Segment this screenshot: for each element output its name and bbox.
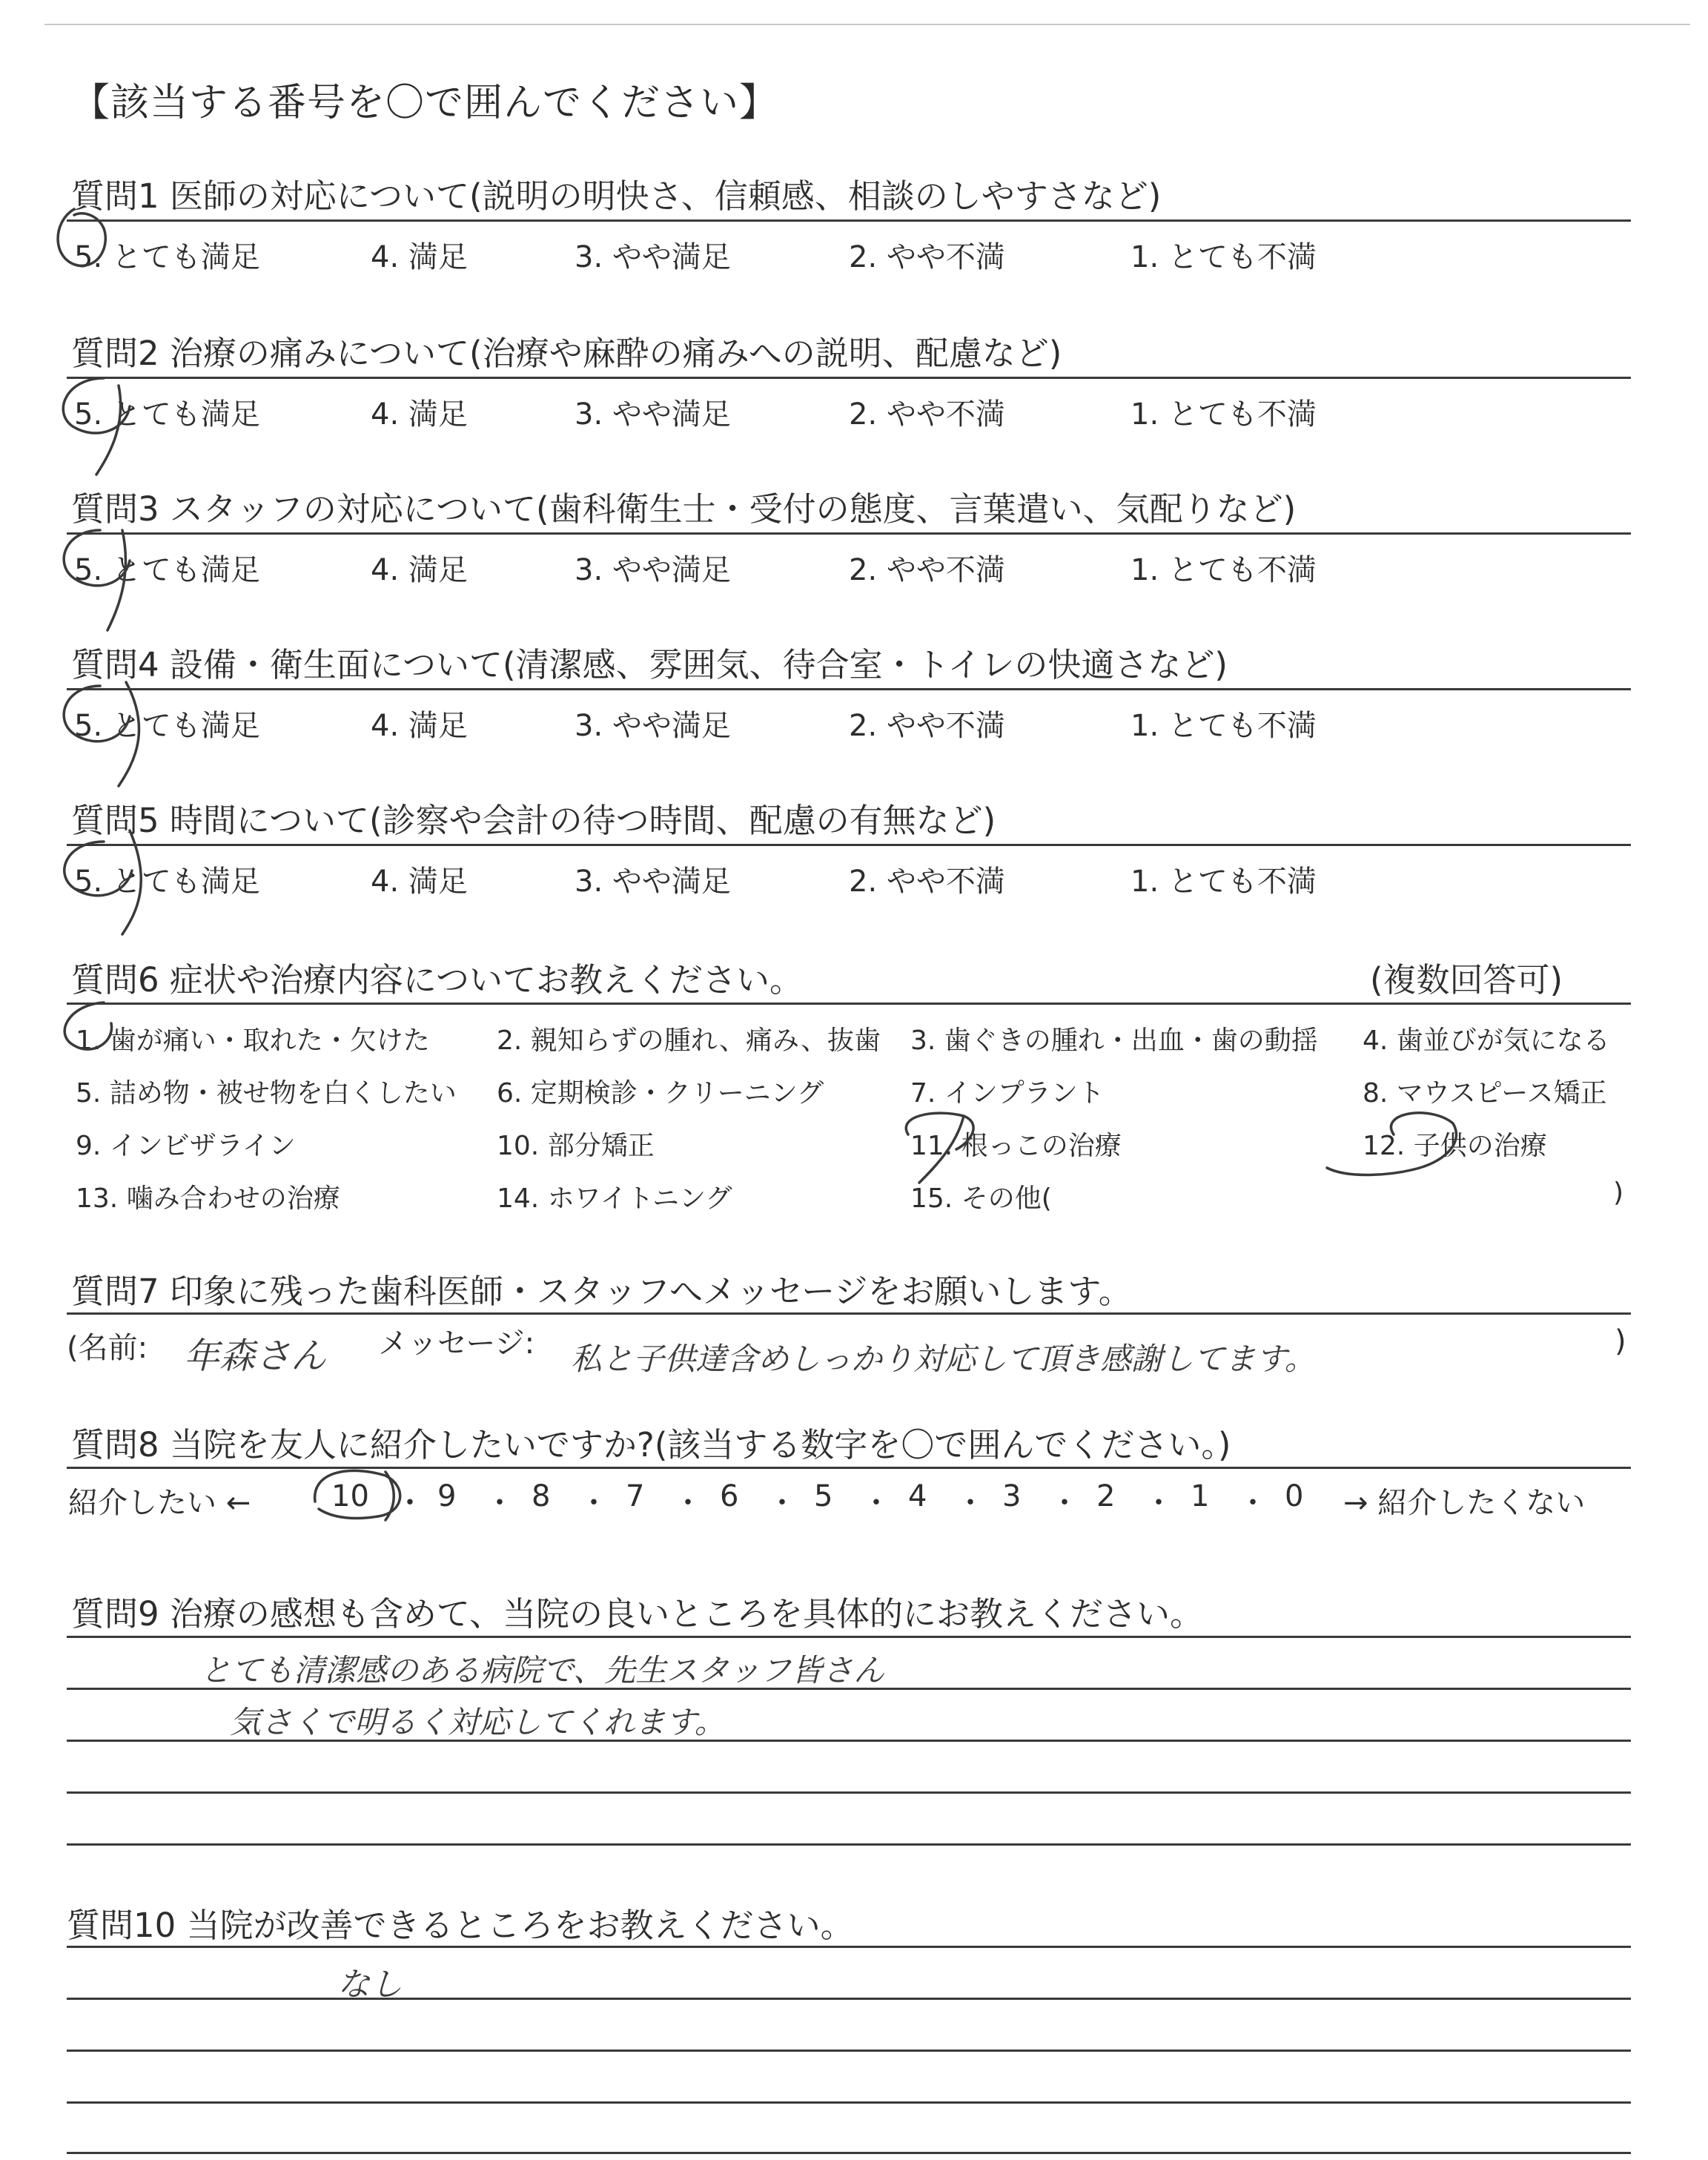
q7-close-paren: ): [1615, 1324, 1626, 1358]
q9-line-4: [67, 1791, 1631, 1794]
q8-sep: ・: [1238, 1486, 1268, 1520]
q8-score-0[interactable]: 0: [1285, 1479, 1304, 1513]
q1-option-3[interactable]: 3. やや満足: [575, 240, 731, 274]
q3-option-2[interactable]: 2. やや不満: [849, 553, 1005, 587]
q2-option-4[interactable]: 4. 満足: [371, 397, 468, 432]
q1-option-5[interactable]: 5. とても満足: [74, 240, 260, 274]
q8-score-8[interactable]: 8: [532, 1479, 551, 1513]
form-header: 【該当する番号を〇で囲んでください】: [71, 81, 779, 125]
question-1-title: 質問1 医師の対応について(説明の明快さ、信頼感、相談のしやすさなど): [71, 176, 1162, 216]
q1-option-4[interactable]: 4. 満足: [371, 240, 468, 274]
question-7-title: 質問7 印象に残った歯科医師・スタッフへメッセージをお願いします。: [71, 1272, 1132, 1311]
q1-option-2[interactable]: 2. やや不満: [849, 240, 1005, 274]
q6-option-8[interactable]: 8. マウスピース矯正: [1363, 1078, 1607, 1109]
q6-option-2[interactable]: 2. 親知らずの腫れ、痛み、抜歯: [497, 1025, 881, 1056]
q7-name-handwritten[interactable]: 年森さん: [184, 1335, 327, 1377]
q7-message-label: メッセージ:: [378, 1327, 535, 1361]
q3-option-5[interactable]: 5. とても満足: [74, 553, 260, 587]
q1-option-1[interactable]: 1. とても不満: [1131, 240, 1317, 274]
q10-line-1: [67, 1946, 1631, 1948]
question-6-note: (複数回答可): [1370, 960, 1563, 1000]
q6-option-3[interactable]: 3. 歯ぐきの腫れ・出血・歯の動揺: [910, 1025, 1318, 1056]
q8-right-label: → 紹介したくない: [1343, 1486, 1586, 1520]
question-5-rule: [67, 844, 1631, 846]
q8-sep: ・: [485, 1486, 514, 1520]
q8-score-7[interactable]: 7: [626, 1479, 645, 1513]
q2-option-1[interactable]: 1. とても不満: [1131, 397, 1317, 432]
question-10-title: 質問10 当院が改善できるところをお教えください。: [67, 1906, 854, 1945]
q5-option-4[interactable]: 4. 満足: [371, 865, 468, 899]
q8-sep: ・: [1144, 1486, 1174, 1520]
q6-option-11[interactable]: 11. 根っこの治療: [910, 1131, 1122, 1161]
q6-option-5[interactable]: 5. 詰め物・被せ物を白くしたい: [76, 1078, 457, 1109]
question-3-rule: [67, 532, 1631, 535]
q8-score-9[interactable]: 9: [437, 1479, 457, 1513]
question-4-title: 質問4 設備・衛生面について(清潔感、雰囲気、待合室・トイレの快適さなど): [71, 645, 1228, 684]
q8-sep: ・: [861, 1486, 891, 1520]
q8-sep: ・: [767, 1486, 797, 1520]
q6-option-13[interactable]: 13. 噛み合わせの治療: [76, 1183, 340, 1214]
q10-answer[interactable]: なし: [337, 1966, 403, 2004]
q6-option-12[interactable]: 12. 子供の治療: [1363, 1131, 1547, 1161]
q10-line-2: [67, 1998, 1631, 2000]
q8-score-10[interactable]: 10: [331, 1479, 369, 1513]
q8-score-5[interactable]: 5: [814, 1479, 833, 1513]
q8-sep: ・: [1050, 1486, 1079, 1520]
q6-option-6[interactable]: 6. 定期検診・クリーニング: [497, 1078, 824, 1109]
question-4-rule: [67, 688, 1631, 690]
q3-option-1[interactable]: 1. とても不満: [1131, 553, 1317, 587]
q9-answer-line-2[interactable]: 気さくで明るく対応してくれます。: [230, 1704, 726, 1740]
q6-option-7[interactable]: 7. インプラント: [910, 1078, 1105, 1109]
q6-option-15[interactable]: 15. その他(: [910, 1183, 1052, 1214]
q6-option-14[interactable]: 14. ホワイトニング: [497, 1183, 732, 1214]
q8-sep: ・: [956, 1486, 985, 1520]
q10-line-5: [67, 2152, 1631, 2154]
q8-score-1[interactable]: 1: [1191, 1479, 1210, 1513]
q8-score-2[interactable]: 2: [1096, 1479, 1116, 1513]
q8-sep: ・: [673, 1486, 703, 1520]
question-9-title: 質問9 治療の感想も含めて、当院の良いところを具体的にお教えください。: [71, 1594, 1204, 1634]
q2-option-5[interactable]: 5. とても満足: [74, 397, 260, 432]
q7-message-handwritten[interactable]: 私と子供達含めしっかり対応して頂き感謝してます。: [571, 1341, 1316, 1377]
q2-option-3[interactable]: 3. やや満足: [575, 397, 731, 432]
q8-sep: ・: [395, 1486, 425, 1520]
question-8-title: 質問8 当院を友人に紹介したいですか?(該当する数字を〇で囲んでください。): [71, 1425, 1231, 1464]
scan-edge-line: [44, 24, 1690, 25]
q7-name-label: (名前:: [67, 1331, 148, 1365]
q5-option-5[interactable]: 5. とても満足: [74, 865, 260, 899]
question-6-title: 質問6 症状や治療内容についてお教えください。: [71, 960, 804, 1000]
q6-option-4[interactable]: 4. 歯並びが気になる: [1363, 1025, 1610, 1056]
q10-line-3: [67, 2050, 1631, 2052]
question-1-rule: [67, 219, 1631, 222]
q8-score-3[interactable]: 3: [1002, 1479, 1022, 1513]
q5-option-2[interactable]: 2. やや不満: [849, 865, 1005, 899]
q8-left-label: 紹介したい ←: [68, 1486, 251, 1520]
question-2-title: 質問2 治療の痛みについて(治療や麻酔の痛みへの説明、配慮など): [71, 334, 1062, 373]
q10-line-4: [67, 2101, 1631, 2104]
q3-option-4[interactable]: 4. 満足: [371, 553, 468, 587]
question-2-rule: [67, 377, 1631, 379]
q8-score-6[interactable]: 6: [720, 1479, 739, 1513]
q3-option-3[interactable]: 3. やや満足: [575, 553, 731, 587]
q8-sep: ・: [579, 1486, 609, 1520]
q6-option-9[interactable]: 9. インビザライン: [76, 1131, 296, 1161]
question-5-title: 質問5 時間について(診察や会計の待つ時間、配慮の有無など): [71, 801, 996, 840]
q5-option-3[interactable]: 3. やや満足: [575, 865, 731, 899]
q4-option-1[interactable]: 1. とても不満: [1131, 709, 1317, 743]
q4-option-4[interactable]: 4. 満足: [371, 709, 468, 743]
q9-answer-line-1[interactable]: とても清潔感のある病院で、先生スタッフ皆さん: [200, 1652, 885, 1688]
question-6-rule: [67, 1003, 1631, 1005]
question-8-rule: [67, 1467, 1631, 1469]
question-3-title: 質問3 スタッフの対応について(歯科衛生士・受付の態度、言葉遣い、気配りなど): [71, 489, 1297, 529]
q6-option-1[interactable]: 1. 歯が痛い・取れた・欠けた: [76, 1025, 430, 1056]
q9-line-1: [67, 1636, 1631, 1638]
q4-option-5[interactable]: 5. とても満足: [74, 709, 260, 743]
question-7-rule: [67, 1312, 1631, 1315]
q6-option-10[interactable]: 10. 部分矯正: [497, 1131, 655, 1161]
q2-option-2[interactable]: 2. やや不満: [849, 397, 1005, 432]
q9-line-5: [67, 1843, 1631, 1846]
q8-score-4[interactable]: 4: [908, 1479, 927, 1513]
q4-option-3[interactable]: 3. やや満足: [575, 709, 731, 743]
q4-option-2[interactable]: 2. やや不満: [849, 709, 1005, 743]
q5-option-1[interactable]: 1. とても不満: [1131, 865, 1317, 899]
q6-option-15-close: ): [1613, 1178, 1624, 1208]
